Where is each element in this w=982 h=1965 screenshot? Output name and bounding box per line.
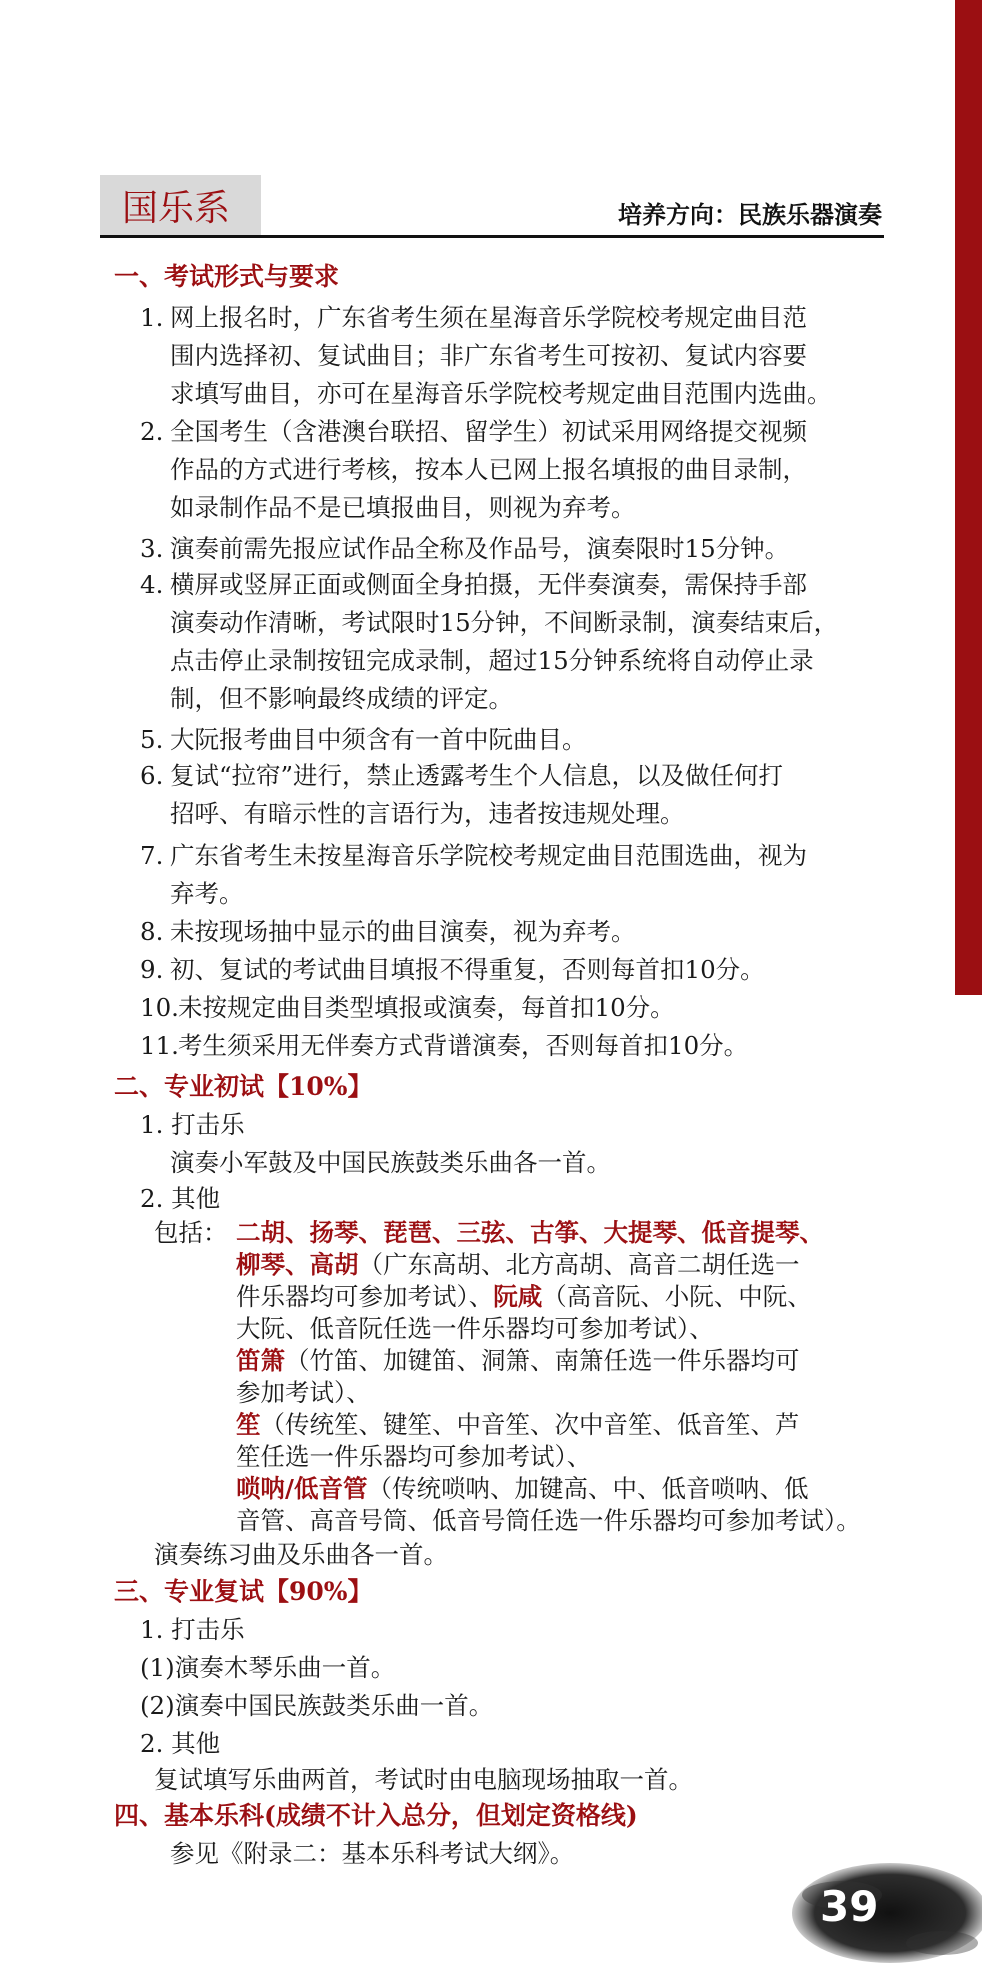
s1-item1-num: 1. bbox=[140, 303, 164, 332]
department-label-box bbox=[100, 175, 261, 235]
s1-item7-line1: 广东省考生未按星海音乐学院校考规定曲目范围选曲，视为 bbox=[170, 841, 807, 870]
s1-item9-line1: 初、复试的考试曲目填报不得重复，否则每首扣10分。 bbox=[170, 955, 765, 984]
s1-item10-line1: 未按规定曲目类型填报或演奏，每首扣10分。 bbox=[178, 993, 675, 1022]
s1-item6-line2: 招呼、有暗示性的言语行为，违者按违规处理。 bbox=[170, 799, 685, 828]
s2-sheng-note: （传统笙、键笙、中音笙、次中音笙、低音笙、芦 bbox=[260, 1410, 800, 1439]
s2-instruments-line8: 笙任选一件乐器均可参加考试）、 bbox=[236, 1442, 592, 1471]
s1-item2-num: 2. bbox=[140, 417, 164, 446]
s2-suona-note: （传统唢呐、加键高、中、低音唢呐、低 bbox=[367, 1474, 809, 1503]
s2-sheng: 笙 bbox=[236, 1410, 261, 1439]
side-color-bar bbox=[955, 0, 982, 995]
s1-item3-num: 3. bbox=[140, 534, 164, 563]
s2-suona: 唢呐/低音管 bbox=[236, 1474, 368, 1503]
s1-item4-line1: 横屏或竖屏正面或侧面全身拍摄，无伴奏演奏，需保持手部 bbox=[170, 570, 807, 599]
s3-other-text: 复试填写乐曲两首，考试时由电脑现场抽取一首。 bbox=[154, 1765, 693, 1794]
s4-reference-text: 参见《附录二：基本乐科考试大纲》。 bbox=[170, 1839, 575, 1868]
section4-title: 四、基本乐科(成绩不计入总分，但划定资格线) bbox=[114, 1801, 638, 1830]
s1-item11-line1: 考生须采用无伴奏方式背谱演奏，否则每首扣10分。 bbox=[178, 1031, 749, 1060]
s1-item5-line1: 大阮报考曲目中须含有一首中阮曲目。 bbox=[170, 725, 587, 754]
training-direction: 培养方向：民族乐器演奏 bbox=[618, 200, 882, 229]
department-name: 国乐系 bbox=[122, 187, 231, 229]
s2-other-label: 2. 其他 bbox=[140, 1184, 221, 1213]
s1-item1-line2: 围内选择初、复试曲目；非广东省考生可按初、复试内容要 bbox=[170, 341, 807, 370]
s1-item2-line3: 如录制作品不是已填报曲目，则视为弃考。 bbox=[170, 493, 636, 522]
s1-item4-line3: 点击停止录制按钮完成录制，超过15分钟系统将自动停止录 bbox=[170, 646, 814, 675]
s2-instruments-line10: 音管、高音号筒、低音号筒任选一件乐器均可参加考试）。 bbox=[236, 1506, 861, 1535]
s2-instruments-line1: 二胡、扬琴、琵琶、三弦、古筝、大提琴、低音提琴、 bbox=[236, 1218, 824, 1247]
s1-item8-num: 8. bbox=[140, 917, 164, 946]
s2-dixiao-note: （竹笛、加键笛、洞箫、南箫任选一件乐器均可 bbox=[285, 1346, 800, 1375]
header-divider bbox=[100, 235, 884, 238]
s2-include-label: 包括： bbox=[154, 1218, 228, 1247]
s2-dixiao: 笛箫 bbox=[236, 1346, 285, 1375]
s2-liuqin-gaohu: 柳琴、高胡 bbox=[236, 1250, 359, 1279]
s1-item7-num: 7. bbox=[140, 841, 164, 870]
s1-item4-line4: 制，但不影响最终成绩的评定。 bbox=[170, 684, 513, 713]
s2-percussion-label: 1. 打击乐 bbox=[140, 1110, 245, 1139]
s3-percussion-label: 1. 打击乐 bbox=[140, 1615, 245, 1644]
s3-sub1: (1)演奏木琴乐曲一首。 bbox=[140, 1653, 396, 1682]
s1-item1-line1: 网上报名时，广东省考生须在星海音乐学院校考规定曲目范 bbox=[170, 303, 807, 332]
s2-instruments-line6: 参加考试）、 bbox=[236, 1378, 371, 1407]
s1-item3-line1: 演奏前需先报应试作品全称及作品号，演奏限时15分钟。 bbox=[170, 534, 790, 563]
s1-item4-num: 4. bbox=[140, 570, 164, 599]
s2-ruan-note: （高音阮、小阮、中阮、 bbox=[542, 1282, 812, 1311]
s3-other-label: 2. 其他 bbox=[140, 1729, 221, 1758]
section3-title: 三、专业复试【90%】 bbox=[114, 1577, 373, 1606]
s1-item4-line2: 演奏动作清晰，考试限时15分钟，不间断录制，演奏结束后， bbox=[170, 608, 839, 637]
s3-sub2: (2)演奏中国民族鼓类乐曲一首。 bbox=[140, 1691, 494, 1720]
s1-item7-line2: 弃考。 bbox=[170, 879, 244, 908]
s2-gaohu-note: （广东高胡、北方高胡、高音二胡任选一 bbox=[358, 1250, 800, 1279]
s2-closing-text: 演奏练习曲及乐曲各一首。 bbox=[154, 1540, 448, 1569]
section2-title: 二、专业初试【10%】 bbox=[114, 1072, 373, 1101]
section1-title: 一、考试形式与要求 bbox=[114, 262, 340, 291]
s1-item6-num: 6. bbox=[140, 761, 164, 790]
s1-item10-num: 10. bbox=[140, 993, 179, 1022]
s2-instruments-line4: 大阮、低音阮任选一件乐器均可参加考试）、 bbox=[236, 1314, 714, 1343]
s2-ruanxian: 阮咸 bbox=[493, 1282, 543, 1311]
s1-item8-line1: 未按现场抽中显示的曲目演奏，视为弃考。 bbox=[170, 917, 636, 946]
s1-item2-line1: 全国考生（含港澳台联招、留学生）初试采用网络提交视频 bbox=[170, 417, 807, 446]
s1-item9-num: 9. bbox=[140, 955, 164, 984]
s1-item5-num: 5. bbox=[140, 725, 164, 754]
page-number: 39 bbox=[820, 1882, 879, 1931]
s1-item1-line3: 求填写曲目，亦可在星海音乐学院校考规定曲目范围内选曲。 bbox=[170, 379, 832, 408]
s2-percussion-text: 演奏小军鼓及中国民族鼓类乐曲各一首。 bbox=[170, 1148, 611, 1177]
s1-item6-line1: 复试“拉帘”进行，禁止透露考生个人信息，以及做任何打 bbox=[170, 761, 784, 790]
s1-item2-line2: 作品的方式进行考核，按本人已网上报名填报的曲目录制， bbox=[170, 455, 807, 484]
s1-item11-num: 11. bbox=[140, 1031, 179, 1060]
s2-gaohu-note-end: 件乐器均可参加考试）、 bbox=[236, 1282, 494, 1311]
